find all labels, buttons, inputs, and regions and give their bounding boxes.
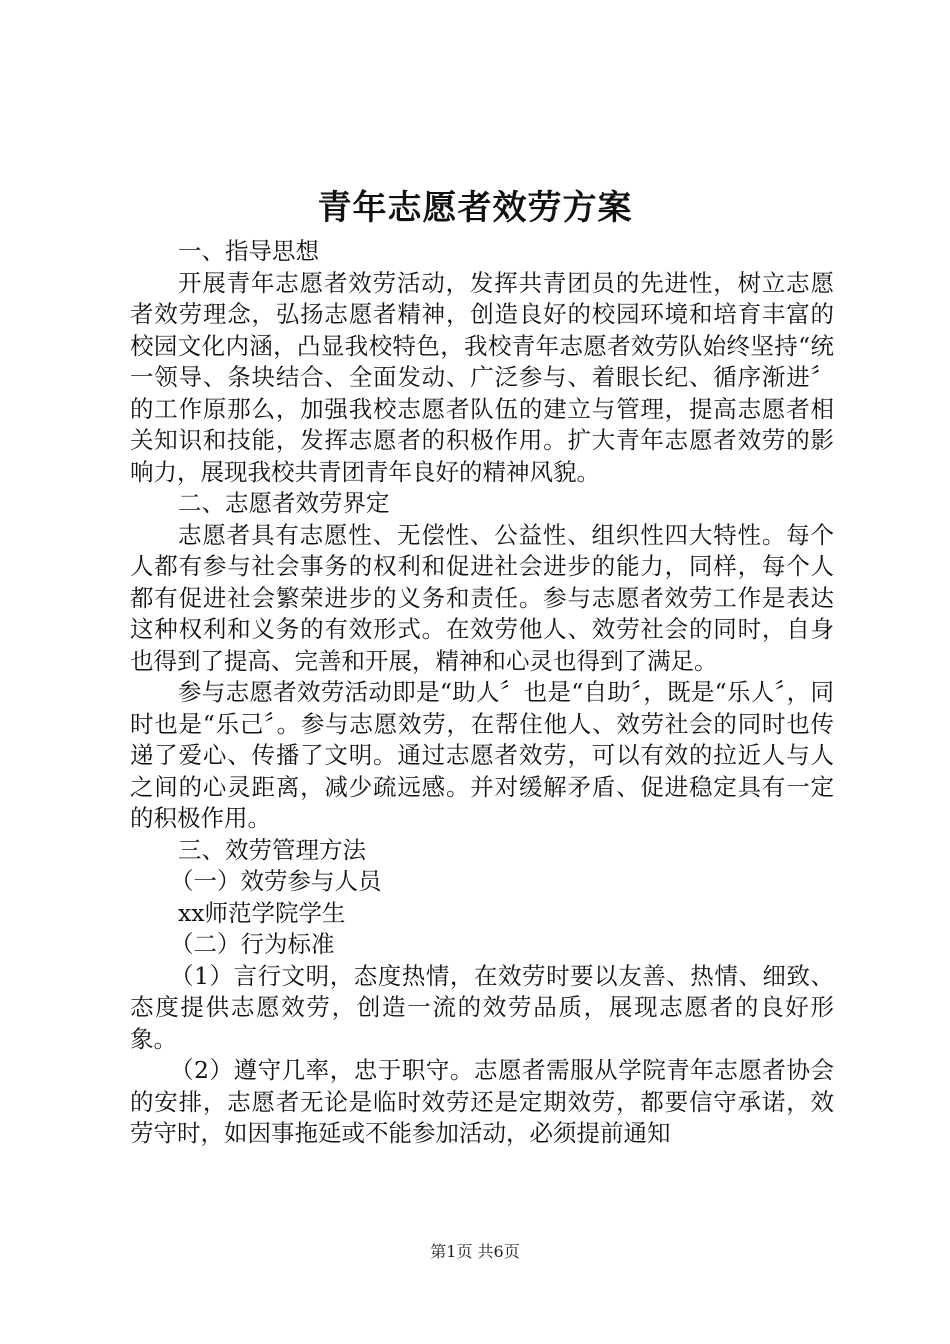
body-paragraph: 参与志愿者效劳活动即是“助人〞也是“自助〞，既是“乐人〞，同时也是“乐己〞。参与志愿效劳，在帮住他人、效劳社会的同时也传递了爱心、传播了文明。通过志愿者效劳，可以有效的拉近人与人之间的心灵距离，减少疏远感。并对缓解矛盾、促进稳定具有一定的积极作用。 bbox=[130, 678, 834, 832]
section-heading: 二、志愿者效劳界定 bbox=[178, 489, 390, 517]
body-line: xx师范学院学生 bbox=[178, 898, 346, 927]
subsection-heading: （二）行为标准 bbox=[170, 930, 335, 958]
list-item: （2）遵守几率，忠于职守。志愿者需服从学院青年志愿者协会的安排，志愿者无论是临时效劳还是定期效劳，都要信守承诺，效劳守时，如因事拖延或不能参加活动，必须提前通知 bbox=[130, 1056, 834, 1147]
document-body bbox=[130, 236, 834, 1150]
subsection-heading: （一）效劳参与人员 bbox=[170, 867, 382, 895]
page-number-footer: 第1页 共6页 bbox=[430, 1242, 520, 1261]
section-heading: 一、指导思想 bbox=[178, 237, 319, 265]
body-paragraph: 志愿者具有志愿性、无偿性、公益性、组织性四大特性。每个人都有参与社会事务的权利和促进社会进步的能力，同样，每个人都有促进社会繁荣进步的义务和责任。参与志愿者效劳工作是表达这种权利和义务的有效形式。在效劳他人、效劳社会的同时，自身也得到了提高、完善和开展，精神和心灵也得到了满足。 bbox=[130, 520, 834, 675]
section-heading: 三、效劳管理方法 bbox=[178, 835, 366, 864]
document-title: 青年志愿者效劳方案 bbox=[317, 188, 633, 228]
list-item: （1）言行文明，态度热情，在效劳时要以友善、热情、细致、态度提供志愿效劳，创造一流的效劳品质，展现志愿者的良好形象。 bbox=[130, 961, 834, 1053]
body-paragraph: 开展青年志愿者效劳活动，发挥共青团员的先进性，树立志愿者效劳理念，弘扬志愿者精神，创造良好的校园环境和培育丰富的校园文化内涵，凸显我校特色，我校青年志愿者效劳队始终坚持“统一领导、条块结合、全面发动、广泛参与、着眼长纪、循序渐进〞的工作原那么，加强我校志愿者队伍的建立与管理，提高志愿者相关知识和技能，发挥志愿者的积极作用。扩大青年志愿者效劳的影响力，展现我校共青团青年良好的精神风貌。 bbox=[130, 268, 834, 486]
